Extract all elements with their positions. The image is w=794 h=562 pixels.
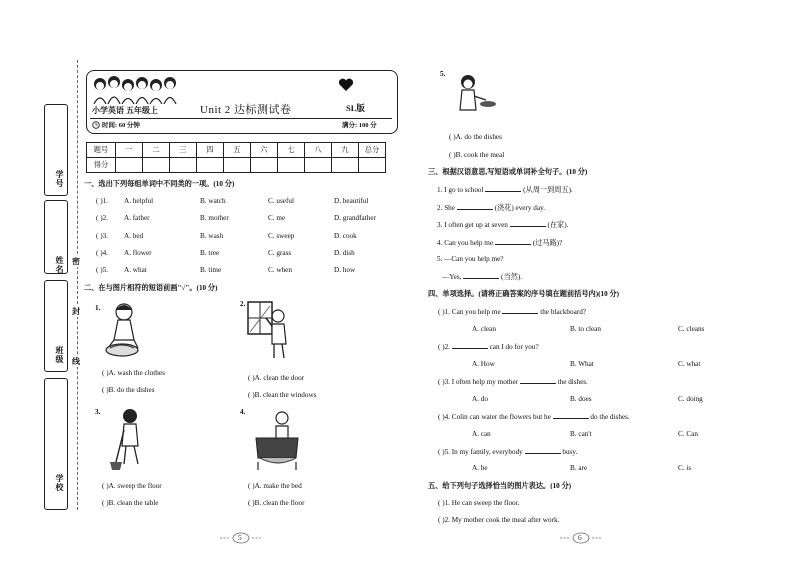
s1-q5-num[interactable]: ( )5. xyxy=(96,266,108,274)
s3-q3 xyxy=(437,220,568,230)
page-number-text: 5 xyxy=(238,533,242,542)
score-input-cell[interactable] xyxy=(197,158,224,173)
s4-q4-stem[interactable]: ( )4. Colin can water the flowers but he xyxy=(438,413,551,421)
page-number-text: 6 xyxy=(578,533,582,542)
s4-q3 xyxy=(438,377,588,386)
score-cell: 题号 xyxy=(87,143,116,158)
score-value-row xyxy=(87,158,386,173)
subject-label: 小学英语 五年级上 xyxy=(92,106,158,115)
s2-q3-a[interactable]: ( )A. sweep the floor xyxy=(102,482,162,490)
s3-q2-blank[interactable] xyxy=(457,203,493,210)
s4-q3-c: C. doing xyxy=(678,395,703,403)
s1-q2-d: D. grandfather xyxy=(334,214,376,222)
section1-title: 一、选出下列每组单词中不同类的一项。(10 分) xyxy=(84,180,235,188)
edition-label: SL版 xyxy=(346,103,365,113)
score-cell: 总分 xyxy=(359,143,386,158)
section2-title: 二、在与图片相符的短语前画"√"。(10 分) xyxy=(84,284,218,292)
score-cell: 八 xyxy=(305,143,332,158)
score-input-cell[interactable] xyxy=(116,158,143,173)
s1-q1-c: C. useful xyxy=(268,197,294,205)
s2-q4-a[interactable]: ( )A. make the bed xyxy=(248,482,302,490)
s4-q5-c: C. is xyxy=(678,464,692,472)
score-cell: 四 xyxy=(197,143,224,158)
score-input-cell[interactable] xyxy=(170,158,197,173)
score-table xyxy=(86,142,386,173)
s3-q5-question: 5. —Can you help me? xyxy=(437,255,504,263)
s3-q2 xyxy=(437,203,545,213)
name-label: 姓名 xyxy=(55,256,64,274)
divider xyxy=(90,118,392,119)
s3-q4-pre: 4. Can you help me xyxy=(437,239,494,247)
s4-q2-stem-end: can I do for you? xyxy=(489,343,539,351)
score-cell: 得分 xyxy=(87,158,116,173)
s1-q2-a: A. father xyxy=(124,214,150,222)
clock-icon xyxy=(92,121,100,129)
s3-q1-pre: 1. I go to school xyxy=(437,186,484,194)
s3-q5-pre: —Yes, xyxy=(442,273,462,281)
s2-q2-b[interactable]: ( )B. clean the windows xyxy=(248,391,317,399)
s2-q4-b[interactable]: ( )B. clean the floor xyxy=(248,499,305,507)
s2-q1-b[interactable]: ( )B. do the dishes xyxy=(102,386,155,394)
s4-q1-blank xyxy=(502,307,538,314)
right-page-number xyxy=(558,531,604,545)
score-input-cell[interactable] xyxy=(359,158,386,173)
s3-q1-post: (从周一到周五). xyxy=(523,186,573,194)
s4-q2-blank xyxy=(452,342,488,349)
sweeping-picture xyxy=(108,406,154,472)
section3-title: 三、根据汉语意思,写短语或单词补全句子。(10 分) xyxy=(428,168,588,176)
s1-q3-b: B. wash xyxy=(200,232,224,240)
s1-q5-d: D. how xyxy=(334,266,356,274)
s2-q1-num: 1. xyxy=(95,304,101,312)
s1-q3-d: D. cook xyxy=(334,232,357,240)
s2-q3-num: 3. xyxy=(95,408,101,416)
s1-q4-b: B. tree xyxy=(200,249,220,257)
score-cell: 六 xyxy=(251,143,278,158)
section4-title: 四、单项选择。(请将正确答案的序号填在题前括号内)(10 分) xyxy=(428,290,620,298)
s4-q1 xyxy=(438,307,586,316)
s1-q1-b: B. watch xyxy=(200,197,226,205)
s3-q2-post: (浇花) every day. xyxy=(494,204,545,212)
s4-q2-c: C. what xyxy=(678,360,701,368)
s5-q2[interactable]: ( )2. My mother cook the meal after work. xyxy=(438,516,560,524)
s4-q5-blank xyxy=(525,447,561,454)
s4-q3-b: B. does xyxy=(570,395,592,403)
s3-q4-blank[interactable] xyxy=(495,238,531,245)
s3-q5-blank[interactable] xyxy=(463,272,499,279)
s1-q3-num[interactable]: ( )3. xyxy=(96,232,108,240)
s3-q5-post: (当然). xyxy=(501,273,523,281)
s4-q5-stem-end: busy. xyxy=(562,448,578,456)
score-input-cell[interactable] xyxy=(251,158,278,173)
washing-clothes-picture xyxy=(100,300,152,360)
s4-q4-stem-end: do the dishes. xyxy=(590,413,630,421)
s4-q2-stem[interactable]: ( )2. xyxy=(438,343,450,351)
s4-q5-stem[interactable]: ( )5. In my family, everybody xyxy=(438,448,523,456)
s2-q3-b[interactable]: ( )B. clean the table xyxy=(102,499,159,507)
score-cell: 三 xyxy=(170,143,197,158)
s1-q4-c: C. grass xyxy=(268,249,292,257)
s1-q1-d: D. beautiful xyxy=(334,197,369,205)
s1-q5-a: A. what xyxy=(124,266,147,274)
s2-q4-num: 4. xyxy=(240,408,246,416)
section5-title: 五、给下列句子选择恰当的图片表达。(10 分) xyxy=(428,482,572,490)
s3-q1 xyxy=(437,185,573,195)
score-cell: 五 xyxy=(224,143,251,158)
heart-icon xyxy=(338,78,354,92)
s3-q5-answer xyxy=(442,272,522,282)
score-header-row xyxy=(87,143,386,158)
s1-q3-c: C. sweep xyxy=(268,232,295,240)
score-cell: 九 xyxy=(332,143,359,158)
s3-q3-blank[interactable] xyxy=(510,220,546,227)
s1-q2-num[interactable]: ( )2. xyxy=(96,214,108,222)
s4-q1-stem-end: the blackboard? xyxy=(540,308,586,316)
s3-q4-post: (过马路)? xyxy=(532,239,563,247)
score-input-cell[interactable] xyxy=(143,158,170,173)
s3-q3-post: (在家). xyxy=(547,221,569,229)
score-cell: 七 xyxy=(278,143,305,158)
s4-q1-stem[interactable]: ( )1. Can you help me xyxy=(438,308,501,316)
s4-q3-a: A. do xyxy=(472,395,488,403)
children-illustration xyxy=(92,74,184,104)
s3-q3-pre: 3. I often get up at seven xyxy=(437,221,508,229)
s1-q3-a: A. bed xyxy=(124,232,144,240)
s4-q1-c: C. cleans xyxy=(678,325,705,333)
s1-q4-num[interactable]: ( )4. xyxy=(96,249,108,257)
s1-q4-a: A. flower xyxy=(124,249,152,257)
s4-q1-b: B. to clean xyxy=(570,325,601,333)
s1-q5-b: B. time xyxy=(200,266,222,274)
class-label: 班级 xyxy=(55,346,64,364)
s4-q2-a: A. How xyxy=(472,360,495,368)
s4-q1-a: A. clean xyxy=(472,325,496,333)
score-input-cell[interactable] xyxy=(224,158,251,173)
s2-q5-a[interactable]: ( )A. do the dishes xyxy=(449,133,502,141)
score-cell: 二 xyxy=(143,143,170,158)
s4-q2 xyxy=(438,342,539,351)
full-score-label: 满分: 100 分 xyxy=(342,122,377,129)
student-id-label: 学号 xyxy=(55,170,64,188)
time-label: 时间: 60 分钟 xyxy=(102,122,140,129)
left-page-number xyxy=(218,531,264,545)
s2-q5-b[interactable]: ( )B. cook the meal xyxy=(449,151,505,159)
s4-q4-a: A. can xyxy=(472,430,491,438)
s1-q1-a: A. helpful xyxy=(124,197,154,205)
s4-q3-blank xyxy=(520,377,556,384)
cooking-picture xyxy=(450,72,498,116)
score-cell: 一 xyxy=(116,143,143,158)
s3-q1-blank[interactable] xyxy=(485,185,521,192)
s4-q4 xyxy=(438,412,630,421)
s1-q5-c: C. when xyxy=(268,266,292,274)
score-input-cell[interactable] xyxy=(305,158,332,173)
s4-q5-b: B. are xyxy=(570,464,588,472)
s4-q3-stem[interactable]: ( )3. I often help my mother xyxy=(438,378,519,386)
s2-q1-a[interactable]: ( )A. wash the clothes xyxy=(102,369,165,377)
s2-q2-a[interactable]: ( )A. clean the door xyxy=(248,374,305,382)
s4-q3-stem-end: the dishes. xyxy=(557,378,588,386)
school-label: 学校 xyxy=(55,474,64,492)
s3-q2-pre: 2. She xyxy=(437,204,455,212)
score-input-cell[interactable] xyxy=(278,158,305,173)
page-title: Unit 2 达标测试卷 xyxy=(200,104,292,116)
s4-q2-b: B. What xyxy=(570,360,594,368)
s1-q1-num[interactable]: ( )1. xyxy=(96,197,108,205)
s1-q4-d: D. dish xyxy=(334,249,355,257)
s4-q4-c: C. Can xyxy=(678,430,698,438)
s1-q2-b: B. mother xyxy=(200,214,229,222)
s4-q5-a: A. be xyxy=(472,464,488,472)
score-input-cell[interactable] xyxy=(332,158,359,173)
s4-q4-blank xyxy=(553,412,589,419)
s2-q5-num: 5. xyxy=(440,70,446,78)
making-bed-picture xyxy=(252,408,302,472)
cut-char-line: 线 xyxy=(72,357,80,366)
s5-q1[interactable]: ( )1. He can sweep the floor. xyxy=(438,499,520,507)
s4-q4-b: B. can't xyxy=(570,430,592,438)
s2-q2-num: 2. xyxy=(240,300,246,308)
cut-char-close: 封 xyxy=(72,307,80,316)
cleaning-window-picture xyxy=(244,298,296,362)
cut-char-seal: 密 xyxy=(72,257,80,266)
s1-q2-c: C. me xyxy=(268,214,286,222)
cut-line xyxy=(77,60,78,510)
s3-q4 xyxy=(437,238,562,248)
s4-q5 xyxy=(438,447,577,456)
